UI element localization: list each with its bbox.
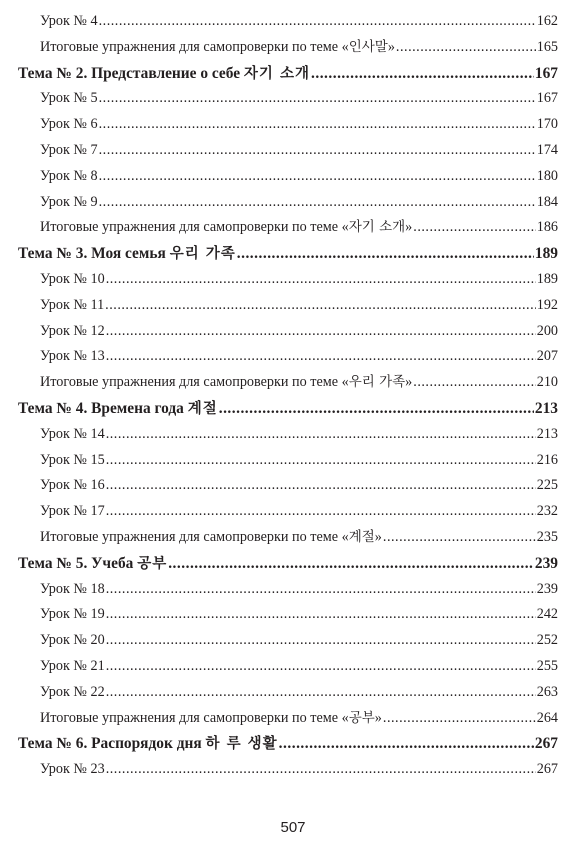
toc-entry-label: Урок № 14	[40, 425, 105, 442]
toc-topic-entry	[18, 731, 558, 757]
toc-entry-page-number: 242	[536, 606, 558, 623]
toc-entry-page-number: 267	[536, 761, 558, 778]
toc-entry-title	[40, 293, 104, 319]
toc-entry-title	[40, 9, 98, 35]
dot-leader	[99, 86, 536, 112]
toc-entry-label: Тема № 4. Времена года	[18, 399, 188, 417]
toc-entry-label: Урок № 17	[40, 503, 105, 520]
toc-entry-title	[18, 551, 167, 578]
toc-entry-title	[40, 164, 98, 190]
toc-lesson-entry	[18, 344, 558, 370]
toc-entry-page-number: 189	[536, 270, 558, 287]
dot-leader	[99, 9, 536, 35]
dot-leader	[237, 241, 534, 267]
toc-entry-title	[40, 370, 412, 396]
toc-lesson-entry	[18, 190, 558, 216]
dot-leader	[106, 680, 536, 706]
dot-leader	[106, 499, 536, 525]
toc-entry-label: Урок № 23	[40, 761, 105, 778]
dot-leader	[106, 448, 536, 474]
toc-summary-entry	[18, 370, 558, 396]
toc-summary-entry	[18, 525, 558, 551]
toc-summary-entry	[18, 706, 558, 732]
toc-entry-page-number: 232	[536, 503, 558, 520]
toc-topic-entry	[18, 241, 558, 267]
toc-lesson-entry	[18, 473, 558, 499]
toc-entry-title	[40, 344, 105, 370]
toc-entry-title	[40, 525, 382, 551]
toc-entry-page-number: 239	[536, 580, 558, 597]
toc-entry-title	[40, 267, 105, 293]
toc-entry-closing-quote: »	[405, 219, 413, 236]
toc-entry-label: Итоговые упражнения для самопроверки по теме «	[40, 528, 349, 545]
toc-lesson-entry	[18, 9, 558, 35]
toc-entry-label: Урок № 5	[40, 90, 98, 107]
toc-lesson-entry	[18, 577, 558, 603]
dot-leader	[168, 551, 534, 577]
toc-lesson-entry	[18, 654, 558, 680]
dot-leader	[106, 654, 536, 680]
toc-entry-page-number: 213	[536, 425, 558, 442]
toc-entry-title	[40, 319, 105, 345]
toc-lesson-entry	[18, 112, 558, 138]
dot-leader	[383, 706, 536, 732]
toc-entry-label: Урок № 13	[40, 348, 105, 365]
toc-entry-page-number: 180	[536, 167, 558, 184]
toc-entry-closing-quote: »	[405, 374, 413, 391]
toc-lesson-entry	[18, 628, 558, 654]
toc-lesson-entry	[18, 138, 558, 164]
dot-leader	[99, 138, 536, 164]
toc-entry-label: Итоговые упражнения для самопроверки по теме «	[40, 38, 349, 55]
toc-entry-page-number: 225	[536, 477, 558, 494]
toc-entry-title	[40, 680, 105, 706]
toc-entry-label: Итоговые упражнения для самопроверки по теме «	[40, 219, 349, 236]
toc-entry-label: Урок № 4	[40, 13, 98, 29]
dot-leader	[99, 164, 536, 190]
dot-leader	[105, 293, 536, 319]
toc-entry-label: Урок № 16	[40, 477, 105, 494]
toc-summary-entry	[18, 35, 558, 61]
toc-entry-page-number: 213	[534, 399, 558, 417]
dot-leader	[106, 628, 536, 654]
toc-entry-page-number: 186	[536, 219, 558, 236]
toc-entry-korean-title: 인사말	[348, 38, 388, 55]
toc-entry-label: Урок № 12	[40, 322, 105, 339]
toc-entry-page-number: 200	[536, 322, 558, 339]
toc-entry-closing-quote: »	[374, 709, 382, 726]
toc-entry-label: Итоговые упражнения для самопроверки по теме «	[40, 374, 349, 391]
toc-lesson-entry	[18, 319, 558, 345]
toc-entry-title	[18, 61, 310, 88]
toc-topic-entry	[18, 396, 558, 422]
toc-entry-title	[40, 35, 395, 61]
toc-entry-label: Урок № 7	[40, 141, 98, 158]
toc-entry-korean-title: 우리 가족	[169, 246, 236, 263]
toc-entry-label: Тема № 2. Представление о себе	[18, 64, 244, 82]
toc-entry-page-number: 165	[536, 38, 558, 55]
toc-entry-label: Урок № 19	[40, 606, 105, 623]
dot-leader	[311, 61, 534, 87]
toc-entry-label: Урок № 22	[40, 683, 105, 700]
toc-entry-page-number: 162	[536, 13, 558, 29]
toc-lesson-entry	[18, 293, 558, 319]
toc-entry-page-number: 255	[536, 657, 558, 674]
toc-entry-label: Урок № 11	[40, 296, 105, 313]
toc-entry-page-number: 192	[536, 296, 558, 313]
dot-leader	[106, 344, 536, 370]
toc-entry-label: Итоговые упражнения для самопроверки по теме «	[40, 709, 349, 726]
toc-entry-page-number: 170	[536, 116, 558, 133]
toc-entry-title	[40, 448, 105, 474]
toc-entry-page-number: 239	[534, 554, 558, 572]
toc-entry-label: Тема № 5. Учеба	[18, 554, 138, 572]
toc-entry-label: Тема № 6. Распорядок дня	[18, 735, 206, 753]
dot-leader	[99, 112, 536, 138]
toc-entry-label: Урок № 15	[40, 451, 105, 468]
toc-entry-label: Урок № 6	[40, 116, 98, 133]
toc-entry-title	[40, 757, 105, 783]
toc-entry-korean-title: 공부	[137, 555, 168, 572]
dot-leader	[106, 577, 536, 603]
toc-entry-korean-title: 계절	[187, 400, 218, 417]
toc-entry-title	[40, 138, 98, 164]
toc-entry-title	[40, 602, 105, 628]
toc-entry-title	[18, 241, 236, 268]
toc-entry-title	[18, 731, 278, 758]
toc-lesson-entry	[18, 602, 558, 628]
toc-lesson-entry	[18, 757, 558, 783]
toc-entry-label: Тема № 3. Моя семья	[18, 245, 170, 263]
toc-entry-title	[40, 215, 412, 241]
toc-entry-title	[40, 628, 105, 654]
toc-entry-closing-quote: »	[387, 38, 395, 55]
toc-lesson-entry	[18, 680, 558, 706]
toc-entry-korean-title: 공부	[348, 709, 375, 726]
dot-leader	[396, 35, 536, 61]
toc-entry-page-number: 210	[536, 374, 558, 391]
toc-entry-page-number: 216	[536, 451, 558, 468]
toc-entry-page-number: 267	[534, 735, 558, 753]
toc-entry-title	[40, 190, 98, 216]
dot-leader	[106, 473, 536, 499]
toc-entry-page-number: 184	[536, 193, 558, 210]
toc-entry-label: Урок № 9	[40, 193, 98, 210]
toc-entry-page-number: 264	[536, 709, 558, 726]
toc-entry-title	[40, 706, 382, 732]
toc-entry-page-number: 207	[536, 348, 558, 365]
toc-lesson-entry	[18, 499, 558, 525]
toc-entry-page-number: 263	[536, 683, 558, 700]
dot-leader	[106, 319, 536, 345]
toc-entry-closing-quote: »	[374, 528, 382, 545]
toc-entry-label: Урок № 8	[40, 167, 98, 184]
toc-entry-page-number: 252	[536, 632, 558, 649]
dot-leader	[106, 422, 536, 448]
toc-entry-title	[40, 654, 105, 680]
dot-leader	[383, 525, 536, 551]
table-of-contents	[18, 9, 558, 783]
toc-entry-page-number: 167	[534, 64, 558, 82]
toc-entry-title	[40, 112, 98, 138]
toc-entry-page-number: 189	[534, 245, 558, 263]
toc-lesson-entry	[18, 86, 558, 112]
toc-lesson-entry	[18, 422, 558, 448]
toc-entry-label: Урок № 18	[40, 580, 105, 597]
toc-entry-page-number: 235	[536, 528, 558, 545]
toc-entry-label: Урок № 21	[40, 657, 105, 674]
toc-entry-title	[40, 473, 105, 499]
toc-entry-korean-title: 자기 소개	[348, 219, 406, 236]
toc-entry-korean-title: 계절	[348, 528, 375, 545]
toc-topic-entry	[18, 61, 558, 87]
toc-summary-entry	[18, 215, 558, 241]
toc-lesson-entry	[18, 164, 558, 190]
toc-entry-page-number: 174	[536, 141, 558, 158]
toc-lesson-entry	[18, 267, 558, 293]
dot-leader	[279, 731, 534, 757]
toc-entry-label: Урок № 10	[40, 270, 105, 287]
toc-entry-title	[18, 396, 218, 423]
toc-entry-title	[40, 577, 105, 603]
dot-leader	[413, 215, 535, 241]
dot-leader	[219, 396, 534, 422]
dot-leader	[106, 267, 536, 293]
toc-entry-title	[40, 422, 105, 448]
toc-entry-title	[40, 499, 105, 525]
toc-lesson-entry	[18, 448, 558, 474]
toc-entry-korean-title: 하 루 생활	[205, 736, 278, 753]
toc-entry-label: Урок № 20	[40, 632, 105, 649]
dot-leader	[413, 370, 535, 396]
toc-entry-title	[40, 86, 98, 112]
toc-entry-korean-title: 자기 소개	[243, 65, 310, 82]
toc-topic-entry	[18, 551, 558, 577]
dot-leader	[106, 602, 536, 628]
dot-leader	[106, 757, 536, 783]
page-number: 507	[280, 819, 306, 836]
toc-entry-page-number: 167	[536, 90, 558, 107]
dot-leader	[99, 190, 536, 216]
toc-entry-korean-title: 우리 가족	[348, 374, 406, 391]
